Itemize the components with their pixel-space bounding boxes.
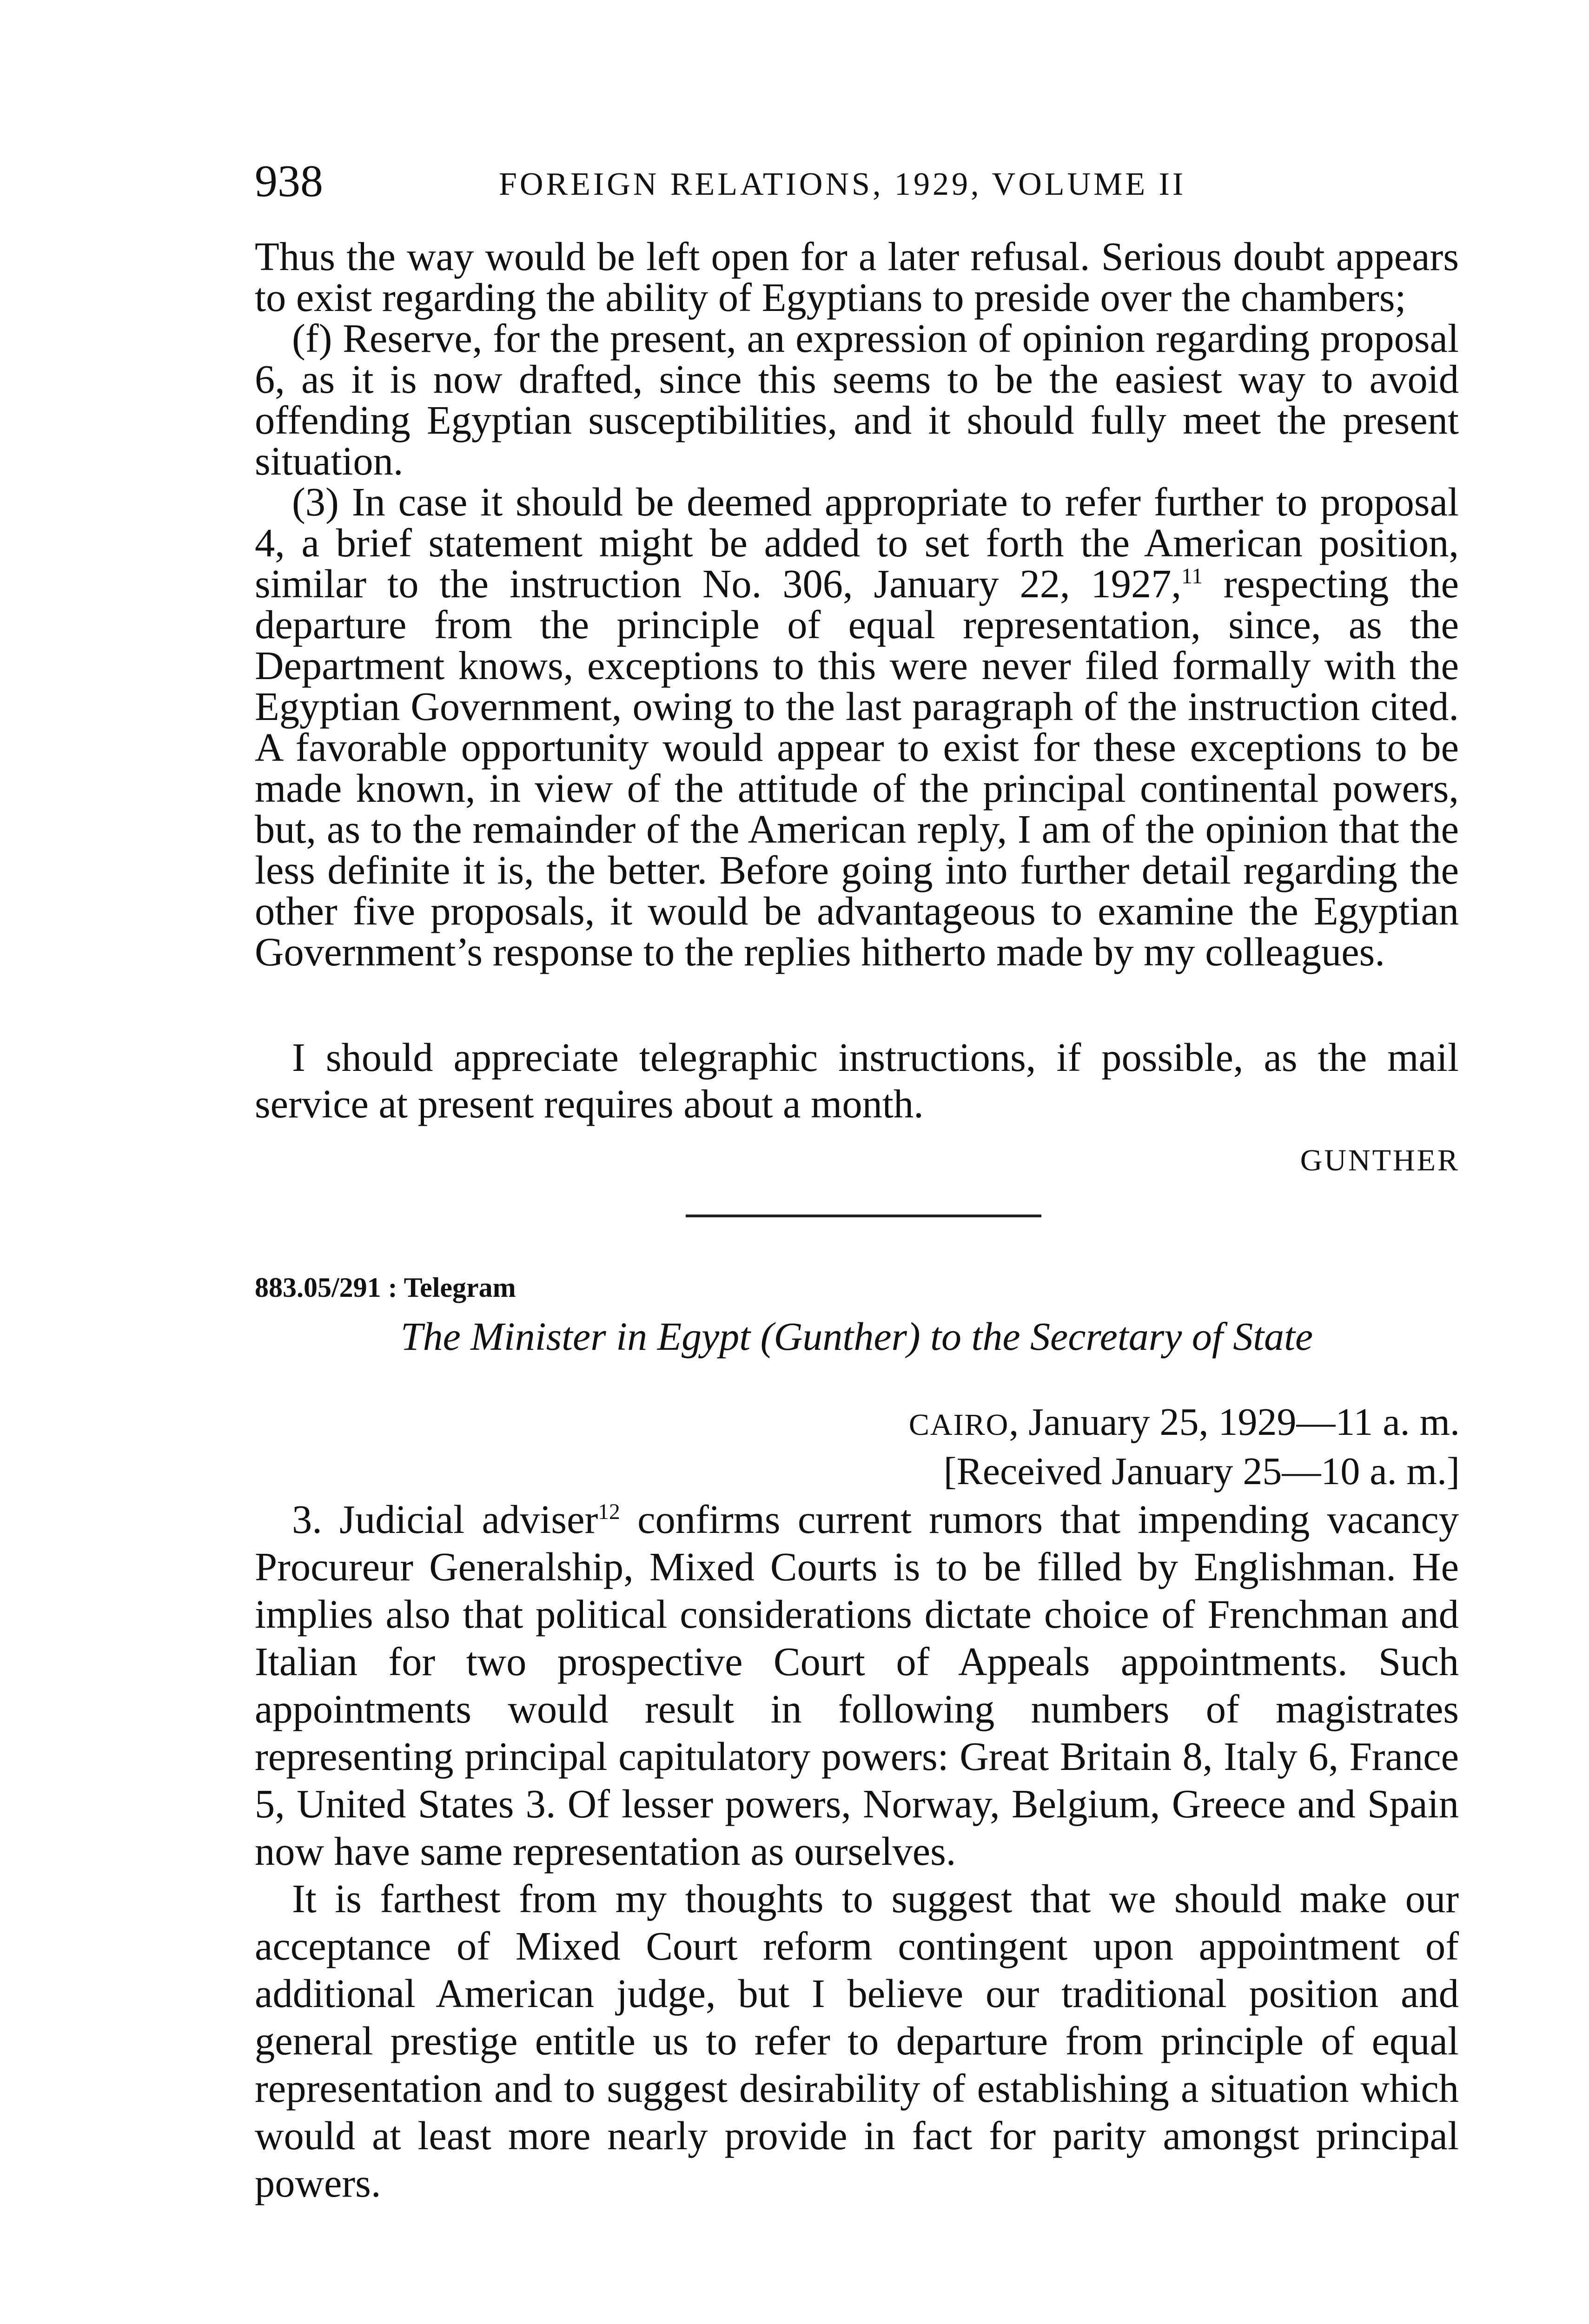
- dateline-sent: [909, 1399, 1460, 1448]
- paragraph: [255, 482, 1459, 972]
- dateline-received: [Received January 25—10 a. m.]: [943, 1450, 1460, 1493]
- footnote-ref: 11: [1181, 564, 1203, 589]
- file-reference: 883.05/291 : Telegram: [255, 1272, 516, 1303]
- paragraph-text: 3. Judicial adviser: [292, 1497, 598, 1542]
- running-head: [255, 156, 1463, 207]
- running-title: FOREIGN RELATIONS, 1929, VOLUME II: [499, 166, 1186, 202]
- paragraph: [255, 1496, 1459, 1875]
- section-separator: [686, 1215, 1041, 1217]
- footnote-ref: 12: [598, 1500, 620, 1525]
- document-heading: The Minister in Egypt (Gunther) to the Secretary of State: [400, 1314, 1313, 1359]
- telegram-body: [255, 1496, 1459, 2207]
- paragraph: Thus the way would be left open for a later refusal. Serious doubt appears to exist regarding the ability of Egyptians to preside over the chambers;: [255, 234, 1459, 320]
- signature: GUNTHER: [1300, 1143, 1460, 1177]
- body-text-continued: [255, 236, 1459, 972]
- dateline-place: CAIRO: [908, 1408, 1009, 1442]
- paragraph-text: respecting the departure from the principle of equal representation, since, as the Department knows, exceptions to this were never filed formally with the Egyptian Government, owing to the last paragraph of the instruction cited. A favorable opportunity would appear to exist for these exceptions to be made known, in view of the attitude of the principal continental powers, but, as to the remainder of the American reply, I am of the opinion that the less definite it is, the better. Before going into further detail regarding the other five proposals, it would be advantageous to examine the Egyptian Government’s response to the replies hitherto made by my colleagues.: [255, 561, 1459, 974]
- dateline-date: , January 25, 1929—11 a. m.: [1009, 1400, 1460, 1444]
- paragraph-text: (3) In case it should be deemed appropriate to refer further to proposal 4, a brief statement might be added to set forth the American position, similar to the instruction No. 306, January 22, 1927,: [255, 480, 1459, 606]
- paragraph-text: confirms current rumors that impending vacancy Procureur Generalship, Mixed Courts is to be filled by Englishman. He implies also that political considerations dictate choice of Frenchman and Italian for two prospective Court of Appeals appointments. Such appointments would result in following numbers of magistrates representing principal capitulatory powers: Great Britain 8, Italy 6, France 5, United States 3. Of lesser powers, Norway, Belgium, Greece and Spain now have same representation as ourselves.: [255, 1497, 1459, 1874]
- paragraph: I should appreciate telegraphic instructions, if possible, as the mail service at present requires about a month.: [255, 1035, 1459, 1126]
- closing-text: [255, 1034, 1459, 1127]
- paragraph: (f) Reserve, for the present, an expression of opinion regarding proposal 6, as it is now drafted, since this seems to be the easiest way to avoid offending Egyptian susceptibilities, and it should fully meet the present situation.: [255, 316, 1459, 483]
- dateline: [909, 1399, 1460, 1495]
- paragraph: It is farthest from my thoughts to suggest that we should make our acceptance of Mixed Court reform contingent upon appointment of additional American judge, but I believe our traditional position and general prestige entitle us to refer to departure from principle of equal representation and to suggest desirability of establishing a situation which would at least more nearly provide in fact for parity amongst principal powers.: [255, 1876, 1459, 2205]
- page-number: 938: [255, 156, 323, 206]
